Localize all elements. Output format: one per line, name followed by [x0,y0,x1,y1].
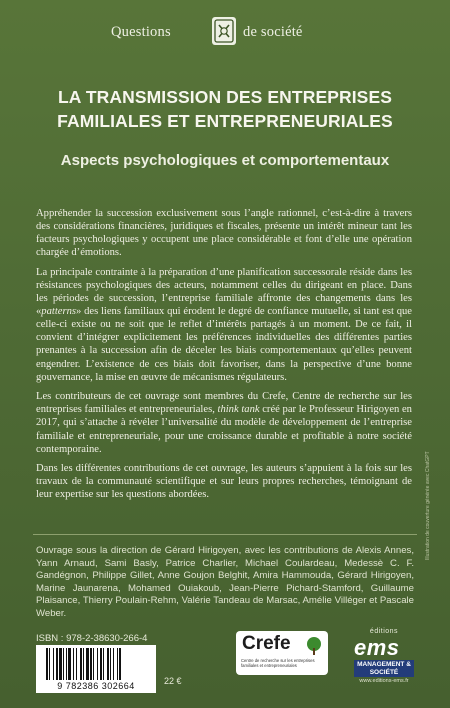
publisher-collection: MANAGEMENT & SOCIÉTÉ [354,660,414,677]
barcode-bar [90,648,92,680]
barcode-bar [80,648,82,680]
publisher-editions: éditions [369,628,399,635]
book-subtitle: Aspects psychologiques et comportementaux [60,152,390,169]
contributors-text: Ouvrage sous la direction de Gérard Hirigoyen, avec les contributions de Alexis Annes, Yann Arnaud, Sami Basly, Patrice Charlier, Michael Coulardeau, Medessè C. F. Gandégnon, Philippe Gillet, Anne Goujon Belghit, Amira Hammouda, Gérard Hirigoyen, Marine Jaunarena, Mohamed Ouiakoub, Jean-Pierre Pichard-Stamford, Guillaume Plaisance, Thierry Poulain-Rehm, Valérie Tandeau de Marsac, Amélie Villéger et Pascale Weber. [36,545,414,619]
publisher-name: ems [354,635,400,660]
barcode-bar [107,648,109,680]
barcode-bar [117,648,118,680]
blurb-paragraph-2 [36,266,412,384]
crefe-logo [236,631,328,675]
blurb-paragraph-2-emphasis: patterns [41,306,77,318]
barcode-bar [103,648,104,680]
barcode-bar [49,648,50,680]
barcode-bar [119,648,121,680]
blurb-paragraph-2-a: La principale contrainte à la préparation d’une planification successorale réside dans les résistances psychologiques des acteurs, notamment celles du dirigeant en place. Dans les périodes de succession, l’entreprise familiale affronte des changements dans les « [36,266,412,318]
series-label-right: de société [243,24,303,40]
book-title-line-2: FAMILIALES ET ENTREPRENEURIALES [57,111,393,131]
barcode-bar [46,648,48,680]
blurb-paragraph-4: Dans les différentes contributions de cet ouvrage, les auteurs s’appuient à la fois sur les travaux de la communauté scientifique et sur leurs propres recherches, témoignant de leur expertise sur les questions abordées. [36,463,412,501]
barcode-bar [93,648,94,680]
collection-emblem-icon [211,16,237,46]
blurb-paragraph-1: Appréhender la succession exclusivement sous l’angle rationnel, c’est-à-dire à travers des considérations financières, juridiques et fiscales, présente un intérêt mineur tant les facteurs psychologiques y occupent une place considérable et font d’elle une opération chargée d’émotions. [36,208,412,259]
blurb-paragraph-2-b: » des liens familiaux qui érodent le degré de confiance mutuelle, si tant est que celle-ci existe ou ne soit que le reflet d’intérêts partagés à un moment. De ce fait, il convient d’intégrer explicitement les préférences individuelles des différentes parties prenantes à la succession afin de déceler les biais comportementaux qu’elles peuvent engendrer. L’existence de ces biais doit favoriser, dans la perspective d’une bonne gouvernance, la mise en œuvre de mécanismes régulateurs. [36,306,412,383]
publisher-website: www.editions-ems.fr [359,678,409,684]
series-label-left: Questions [111,24,171,40]
barcode-bar [73,648,74,680]
barcode-bars [46,648,146,680]
barcode-bar [97,648,98,680]
isbn: ISBN : 978-2-38630-266-4 [36,633,148,644]
blurb [36,207,412,508]
barcode-bar [83,648,84,680]
barcode-bar [113,648,114,680]
barcode-bar [110,648,111,680]
barcode-digits: 9 782386 302664 [57,681,135,691]
barcode-bar [59,648,62,680]
book-title-line-1: LA TRANSMISSION DES ENTREPRISES [57,87,393,107]
barcode-bar [68,648,71,680]
crefe-name: Crefe [242,633,291,654]
blurb-paragraph-3-a: Les contributeurs de cet ouvrage sont membres du Crefe, Centre de recherche sur les entreprises familiales et entrepreneuriales, [36,391,412,416]
barcode [36,645,156,693]
blurb-paragraph-3-emphasis: think tank [217,404,260,416]
blurb-paragraph-3 [36,390,412,455]
series-header [0,16,450,50]
crefe-tagline: Centre de recherche sur les entreprises familiales et entrepreneuriales [241,658,315,668]
barcode-bar [76,648,77,680]
barcode-bar [100,648,102,680]
barcode-bar [66,648,67,680]
price: 22 € [164,676,182,686]
publisher-logo [350,628,418,684]
barcode-bar [63,648,64,680]
blurb-paragraph-3-b: créé par le Professeur Hirigoyen en 2017, qui s’attache à révéler l’universalité du modèle de développement de l’entreprise familiale et entrepreneuriale, pour une croissance durable et profitable à notre société contemporaine. [36,404,412,455]
divider [33,534,417,535]
barcode-bar [56,648,58,680]
tree-icon [304,636,324,656]
cover-credit: Illustration de couverture générée avec ChatGPT [425,451,431,560]
barcode-bar [53,648,54,680]
barcode-bar [86,648,89,680]
